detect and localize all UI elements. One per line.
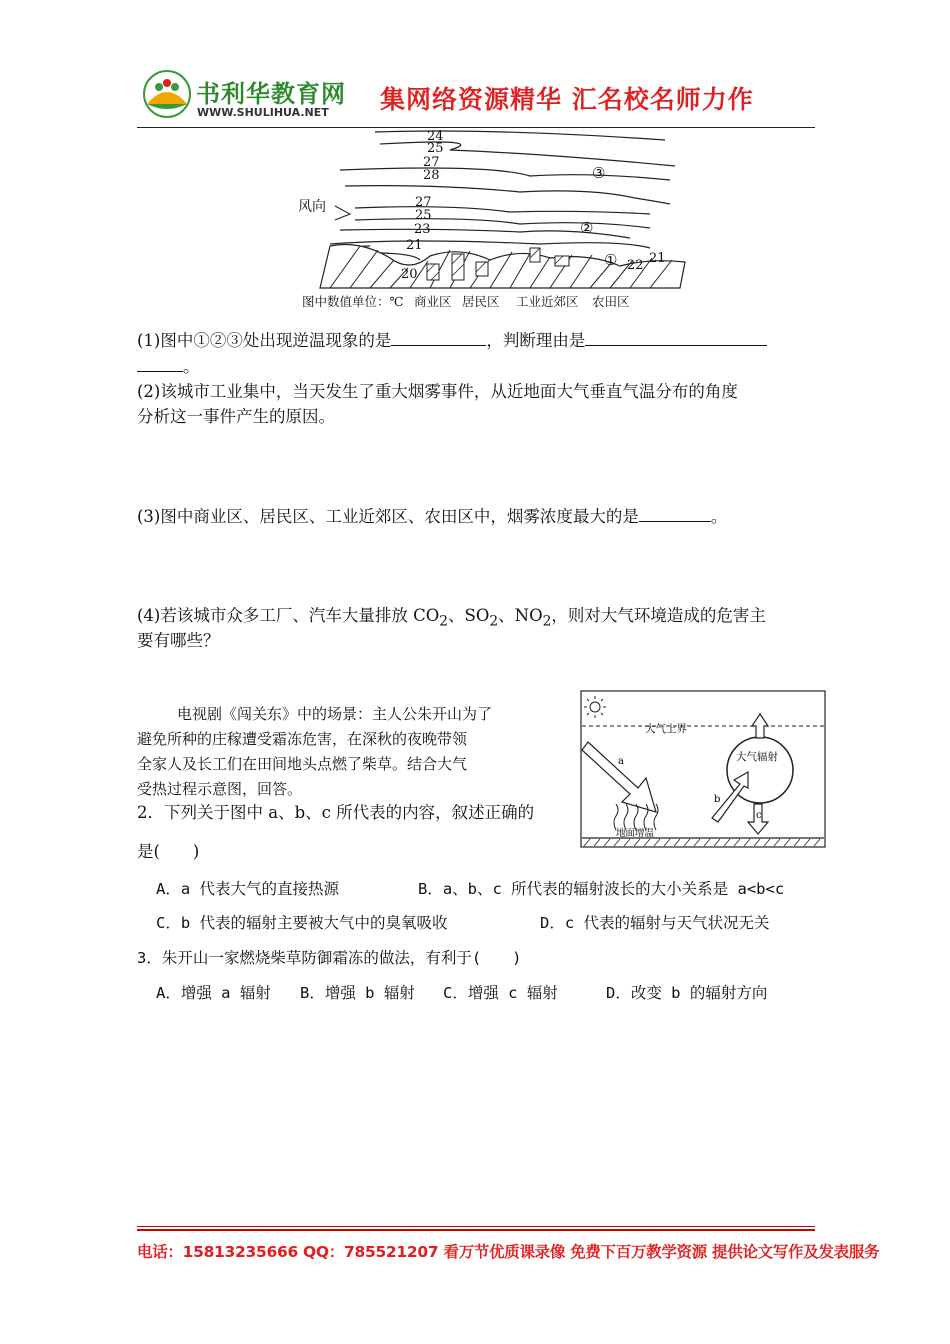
question-2-line1: (2)该城市工业集中，当天发生了重大烟雾事件，从近地面大气垂直气温分布的角度: [137, 382, 738, 401]
footer-contact: 电话：15813235666 QQ：785521207 看万节优质课录像 免费下百万教学资源 提供论文写作及发表服务: [137, 1243, 880, 1261]
mc-question-3: 3．朱开山一家燃烧柴草防御霜冻的做法，有利于( ): [137, 949, 522, 967]
mc-question-2-line1: 2．下列关于图中 a、b、c 所代表的内容，叙述正确的: [137, 803, 535, 822]
option-3d[interactable]: D．改变 b 的辐射方向: [606, 984, 768, 1002]
zone-label: 工业近郊区: [516, 294, 579, 309]
question-3: (3)图中商业区、居民区、工业近郊区、农田区中，烟雾浓度最大的是 。: [137, 503, 727, 530]
question-2-line2: 分析这一事件产生的原因。: [137, 407, 335, 426]
answer-blank[interactable]: [639, 503, 711, 522]
marker-1: ①: [604, 251, 618, 269]
isotherm-label: 25: [427, 141, 444, 156]
isotherm-label: 21: [406, 238, 423, 253]
header-slogan: 集网络资源精华 汇名校名师力作: [380, 85, 754, 114]
option-3b[interactable]: B．增强 b 辐射: [300, 984, 415, 1002]
atmospheric-radiation-label: 大气辐射: [736, 751, 778, 763]
isotherm-label: 20: [401, 267, 418, 282]
label-b: b: [714, 794, 721, 805]
question-1-continuation: 。: [137, 353, 200, 380]
answer-blank[interactable]: [137, 353, 183, 372]
isotherm-label: 23: [414, 222, 431, 237]
question-1: (1)图中①②③处出现逆温现象的是 ，判断理由是: [137, 327, 767, 354]
zone-label: 居民区: [462, 294, 500, 309]
answer-blank[interactable]: [585, 327, 767, 346]
passage: 电视剧《闯关东》中的场景：主人公朱开山为了 避免所种的庄稼遭受霜冻危害，在深秋的夜晚带领 全家人及长工们在田间地头点燃了柴草。结合大气 受热过程示意图，回答。: [137, 705, 493, 798]
option-2c[interactable]: C．b 代表的辐射主要被大气中的臭氧吸收: [156, 914, 448, 932]
label-a: a: [618, 756, 624, 767]
isotherm-label: 22: [627, 258, 644, 273]
question-4-line1: (4)若该城市众多工厂、汽车大量排放 $CO_2$、$SO_2$、$NO_2$，则对大气环境造成的危害主: [137, 606, 766, 630]
atmosphere-top-label: 大气上界: [645, 723, 687, 735]
marker-3: ③: [592, 164, 606, 182]
option-2b[interactable]: B．a、b、c 所代表的辐射波长的大小关系是 a<b<c: [418, 880, 785, 898]
option-2d[interactable]: D．c 代表的辐射与天气状况无关: [540, 914, 770, 932]
isotherm-label: 27: [423, 155, 440, 170]
option-3c[interactable]: C．增强 c 辐射: [443, 984, 558, 1002]
isotherm-label: 25: [415, 208, 432, 223]
answer-blank[interactable]: [391, 327, 486, 346]
question-4-line2: 要有哪些？: [137, 631, 220, 650]
brand-logo-icon: [143, 70, 191, 118]
footer-divider: [137, 1226, 815, 1227]
ground-warming-label: 地面增温: [616, 828, 655, 839]
isotherm-label: 28: [423, 168, 440, 183]
figure-unit-caption: 图中数值单位：℃: [302, 294, 404, 309]
isotherm-label: 24: [427, 129, 444, 144]
temperature-profile-figure: [290, 128, 700, 318]
isotherm-label: 21: [649, 251, 666, 266]
wind-direction-label: 风向: [298, 199, 326, 215]
isotherm-label: 27: [415, 195, 432, 210]
marker-2: ②: [580, 219, 594, 237]
brand-name: 书利华教育网: [196, 80, 346, 108]
mc-question-2-line2: 是( ): [137, 842, 200, 861]
option-3a[interactable]: A．增强 a 辐射: [156, 984, 271, 1002]
brand-url: WWW.SHULIHUA.NET: [197, 106, 329, 119]
atmosphere-heating-figure: [580, 690, 827, 850]
zone-label: 农田区: [592, 294, 630, 309]
label-c: c: [756, 810, 762, 821]
option-2a[interactable]: A．a 代表大气的直接热源: [156, 880, 339, 898]
zone-label: 商业区: [414, 294, 452, 309]
footer-divider: [137, 1229, 815, 1231]
